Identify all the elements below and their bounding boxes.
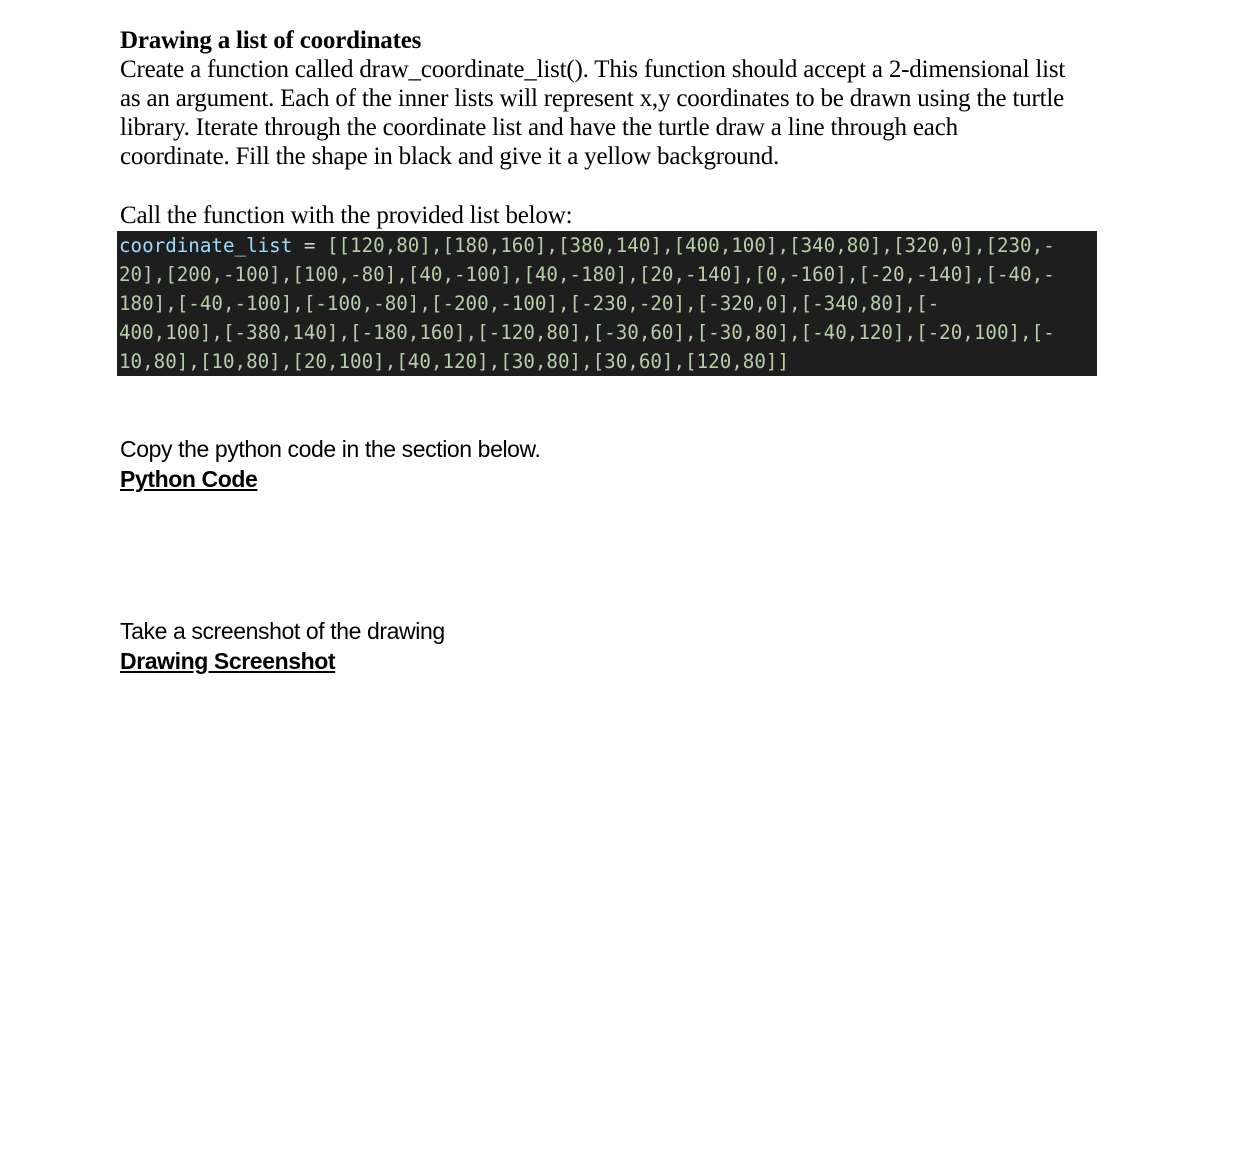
- intro-line: coordinate. Fill the shape in black and give it a yellow background.: [120, 143, 780, 170]
- code-line: 20],[200,-100],[100,-80],[40,-100],[40,-180],[20,-140],[0,-160],[-20,-140],[-40,-: [119, 263, 1055, 286]
- intro-paragraph: [120, 55, 1100, 171]
- code-block: [117, 231, 1097, 376]
- code-value: [[120,80],[180,160],[380,140],[400,100],[340,80],[320,0],[230,-: [326, 234, 1055, 257]
- intro-line: as an argument. Each of the inner lists will represent x,y coordinates to be drawn using the turtle: [120, 85, 1065, 112]
- code-line: 400,100],[-380,140],[-180,160],[-120,80],[-30,60],[-30,80],[-40,120],[-20,100],[-: [119, 321, 1055, 344]
- document-page: [119, 26, 1100, 674]
- section-title: Drawing a list of coordinates: [120, 27, 422, 54]
- drawing-screenshot-section: [120, 616, 445, 676]
- python-code-section: [120, 434, 541, 494]
- drawing-screenshot-heading: Drawing Screenshot: [120, 648, 336, 674]
- call-instruction: Call the function with the provided list below:: [120, 202, 573, 229]
- code-operator: =: [292, 234, 327, 257]
- screenshot-instruction: Take a screenshot of the drawing: [120, 618, 445, 644]
- intro-section: [120, 26, 1100, 230]
- intro-line: Create a function called draw_coordinate_list(). This function should accept a 2-dimensional list: [120, 56, 1066, 83]
- python-code-heading: Python Code: [120, 466, 258, 492]
- code-line: 10,80],[10,80],[20,100],[40,120],[30,80],[30,60],[120,80]]: [119, 350, 790, 373]
- python-instruction: Copy the python code in the section below.: [120, 436, 541, 462]
- code-variable: coordinate_list: [119, 234, 293, 257]
- code-line: [119, 231, 1097, 260]
- code-line: 180],[-40,-100],[-100,-80],[-200,-100],[-230,-20],[-320,0],[-340,80],[-: [119, 292, 940, 315]
- intro-line: library. Iterate through the coordinate list and have the turtle draw a line through each: [120, 114, 958, 141]
